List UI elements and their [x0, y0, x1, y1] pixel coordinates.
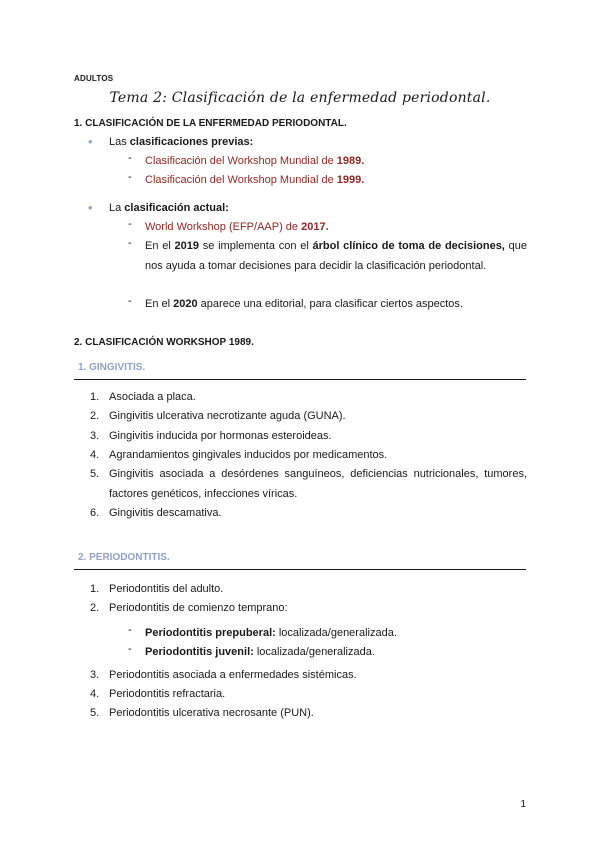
actual-item-1-year: 2017.	[301, 221, 329, 233]
periodontitis-item-3-num: 3.	[90, 669, 100, 681]
gingivitis-item-6-num: 6.	[90, 507, 100, 519]
gingivitis-item-4-num: 4.	[90, 449, 100, 461]
previas-item-1-year: 1989.	[336, 155, 365, 167]
previas-bullet	[109, 133, 253, 153]
actual-item-3-p2: aparece una editorial, para clasificar ciertos aspectos.	[197, 298, 463, 310]
actual-item-2	[145, 237, 527, 276]
periodontitis-sub-2-text: localizada/generalizada.	[253, 646, 375, 658]
periodontitis-item-2: Periodontitis de comienzo temprano:	[109, 602, 288, 614]
gingivitis-item-1-num: 1.	[90, 391, 100, 403]
section-1-heading: 1. CLASIFICACIÓN DE LA ENFERMEDAD PERIODONTAL.	[74, 118, 347, 129]
periodontitis-item-2-num: 2.	[90, 602, 100, 614]
periodontitis-item-5-num: 5.	[90, 707, 100, 719]
actual-item-2-p1: En el	[145, 240, 175, 252]
bullet-dot-icon: •	[88, 200, 93, 215]
previas-prefix: Las	[109, 136, 130, 148]
actual-item-2-p3: que nos ayuda a tomar decisiones para decidir la clasificación periodontal.	[145, 240, 527, 272]
actual-item-2-p2: se implementa con el	[199, 240, 313, 252]
actual-item-1-text: World Workshop (EFP/AAP) de	[145, 221, 302, 233]
actual-bold: clasificación actual:	[124, 202, 229, 214]
gingivitis-item-3-num: 3.	[90, 430, 100, 442]
header-label: ADULTOS	[74, 74, 114, 83]
dash-icon: -	[128, 643, 132, 655]
dash-icon: -	[128, 237, 132, 249]
previas-item-2-year: 1999.	[336, 174, 365, 186]
actual-bullet	[109, 199, 229, 219]
dash-icon: -	[128, 295, 132, 307]
periodontitis-item-5: Periodontitis ulcerativa necrosante (PUN).	[109, 707, 314, 719]
gingivitis-item-4: Agrandamientos gingivales inducidos por medicamentos.	[109, 449, 388, 461]
gingivitis-item-3: Gingivitis inducida por hormonas esteroideas.	[109, 430, 332, 442]
periodontitis-divider	[74, 569, 526, 570]
dash-icon: -	[128, 624, 132, 636]
previas-bold: clasificaciones previas:	[129, 136, 254, 148]
actual-item-2-bold: árbol clínico de toma de decisiones,	[312, 240, 505, 252]
previas-item-1-text: Clasificación del Workshop Mundial de	[145, 155, 337, 167]
gingivitis-item-1: Asociada a placa.	[109, 391, 196, 403]
gingivitis-divider	[74, 379, 526, 380]
actual-item-3-year: 2020	[173, 298, 198, 310]
periodontitis-item-4: Periodontitis refractaria.	[109, 688, 226, 700]
gingivitis-item-2-num: 2.	[90, 410, 100, 422]
actual-item-3	[145, 295, 463, 315]
gingivitis-item-2: Gingivitis ulcerativa necrotizante aguda (GUNA).	[109, 410, 346, 422]
previas-item-2	[145, 171, 364, 191]
gingivitis-item-5: Gingivitis asociada a desórdenes sanguíneos, deficiencias nutricionales, tumores, factores genéticos, infecciones víricas.	[109, 468, 527, 500]
dash-icon: -	[128, 218, 132, 230]
dash-icon: -	[128, 152, 132, 164]
dash-icon: -	[128, 171, 132, 183]
periodontitis-heading: 2. PERIODONTITIS.	[78, 552, 170, 563]
periodontitis-item-3: Periodontitis asociada a enfermedades sistémicas.	[109, 669, 357, 681]
actual-item-3-p1: En el	[145, 298, 174, 310]
gingivitis-item-6: Gingivitis descamativa.	[109, 507, 222, 519]
bullet-dot-icon: •	[88, 134, 93, 149]
actual-item-1	[145, 218, 329, 238]
periodontitis-sub-1-text: localizada/generalizada.	[275, 627, 397, 639]
periodontitis-sub-2	[145, 643, 375, 663]
actual-item-2-year: 2019	[174, 240, 199, 252]
periodontitis-item-1: Periodontitis del adulto.	[109, 583, 224, 595]
periodontitis-sub-1	[145, 624, 397, 644]
actual-prefix: La	[109, 202, 125, 214]
previas-item-1	[145, 152, 364, 172]
periodontitis-item-1-num: 1.	[90, 583, 100, 595]
periodontitis-sub-1-bold: Periodontitis prepuberal:	[145, 627, 276, 639]
periodontitis-sub-2-bold: Periodontitis juvenil:	[145, 646, 254, 658]
section-2-heading: 2. CLASIFICACIÓN WORKSHOP 1989.	[74, 337, 254, 348]
gingivitis-item-5-num: 5.	[90, 468, 100, 480]
page-number: 1	[520, 799, 526, 810]
periodontitis-item-4-num: 4.	[90, 688, 100, 700]
previas-item-2-text: Clasificación del Workshop Mundial de	[145, 174, 337, 186]
page-title: Tema 2: Clasificación de la enfermedad periodontal.	[109, 90, 491, 106]
gingivitis-heading: 1. GINGIVITIS.	[78, 362, 146, 373]
